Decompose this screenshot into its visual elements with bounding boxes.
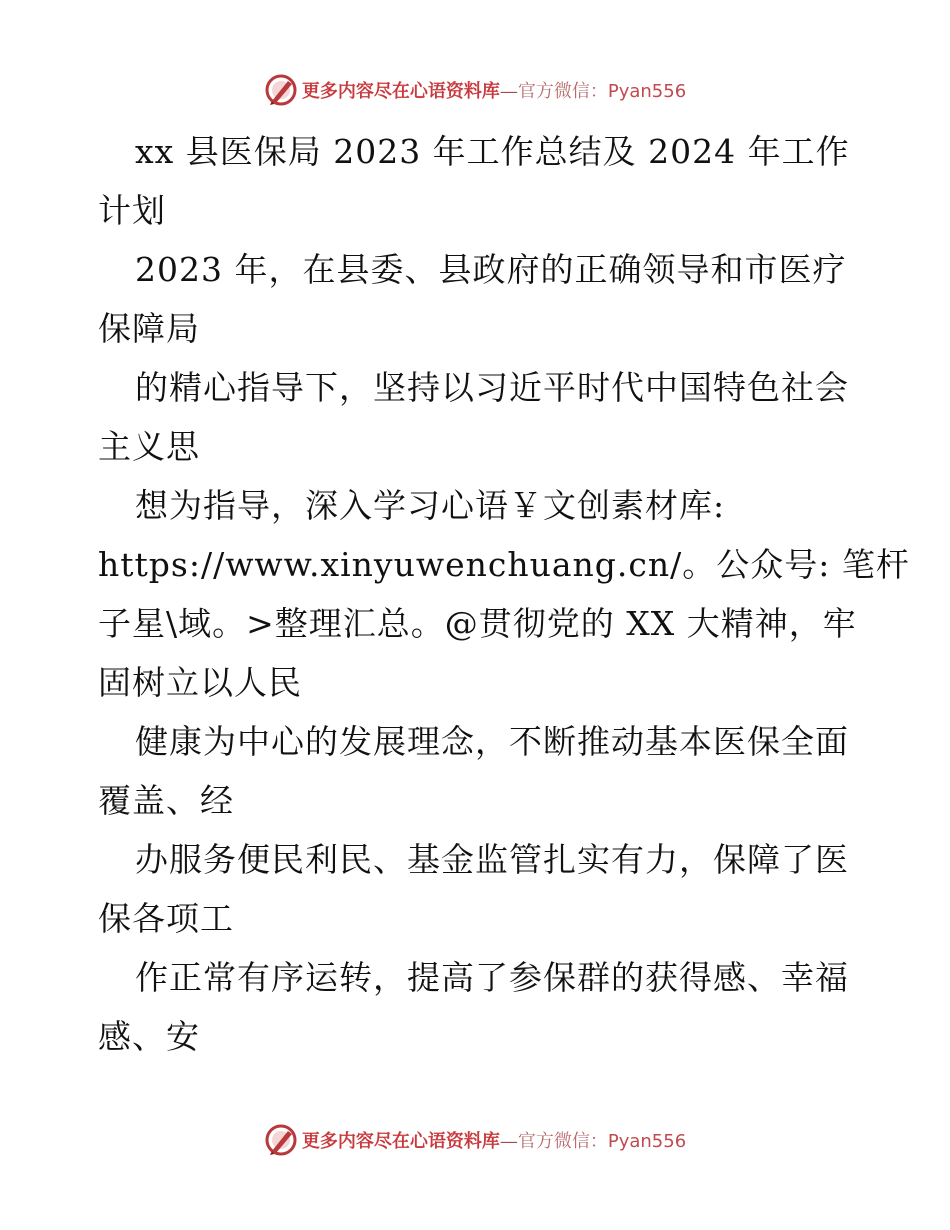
text-line: 作正常有序运转，提高了参保群的获得感、幸福 [135,958,849,997]
banner-dash: — [499,81,518,102]
banner-red-text: 更多内容尽在心语资料库 [301,81,500,102]
pen-logo-icon [264,1123,298,1157]
text-line: 固树立以人民 [98,663,302,702]
text-line: 办服务便民利民、基金监管扎实有力，保障了医 [135,840,849,879]
text-line: https://www.xinyuwenchuang.cn/。公众号: 笔杆 [98,545,910,584]
text-line: 想为指导，深入学习心语￥文创素材库: [135,486,726,525]
banner-text [302,1127,686,1153]
banner-dash: — [499,1131,518,1152]
banner-wechat-id: Pyan556 [607,81,687,102]
text-line: 的精心指导下，坚持以习近平时代中国特色社会 [135,368,849,407]
text-line: 2023 年，在县委、县政府的正确领导和市医疗 [135,250,847,289]
text-line: 保障局 [98,309,200,348]
banner-red-text: 更多内容尽在心语资料库 [301,1131,500,1152]
footer-banner [0,1120,950,1160]
text-line: 主义思 [98,427,200,466]
text-line: 保各项工 [98,899,234,938]
pen-logo-icon [264,73,298,107]
banner-text [302,77,686,103]
text-line: 覆盖、经 [98,781,234,820]
text-line: 健康为中心的发展理念，不断推动基本医保全面 [135,722,849,761]
text-line: 子星\域。>整理汇总。@贯彻党的 XX 大精神，牢 [98,604,857,643]
document-body [98,122,910,1066]
text-line: 计划 [98,191,166,230]
banner-wechat-id: Pyan556 [607,1131,687,1152]
text-line: xx 县医保局 2023 年工作总结及 2024 年工作 [135,132,850,171]
banner-wechat-label: 官方微信： [517,81,608,102]
header-banner [0,70,950,110]
banner-wechat-label: 官方微信： [517,1131,608,1152]
text-line: 感、安 [98,1017,200,1056]
